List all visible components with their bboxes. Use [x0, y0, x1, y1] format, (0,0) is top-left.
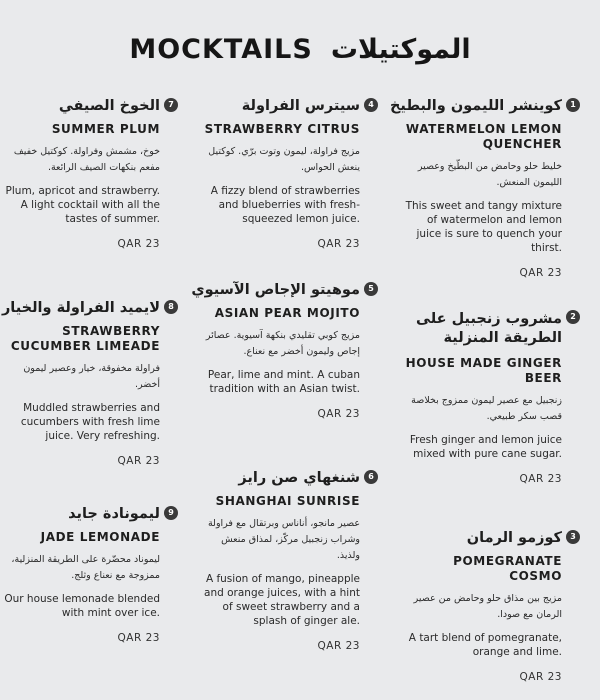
item-desc-ar: مزيج بين مذاق حلو وحامض من عصير الرمان مع صودا.	[413, 593, 562, 620]
item-price: QAR 23	[519, 671, 562, 683]
item-desc-ar: فراولة مخفوقة، خيار وعصير ليمون أخضر.	[23, 363, 160, 390]
item-name-ar: لايميد الفراولة والخيار	[1, 300, 160, 316]
page-title	[0, 34, 600, 65]
item-desc-ar: ليموناد محضّرة على الطريقة المنزلية، ممزوجة مع نعناع وثلج.	[11, 554, 160, 581]
item-desc-en: Fresh ginger and lemon juice mixed with pure cane sugar.	[409, 434, 562, 460]
title-en: MOCKTAILS	[129, 34, 313, 65]
menu-item-strawberry-citrus	[200, 98, 374, 250]
item-name-en: SHANGHAI SUNRISE	[215, 494, 360, 508]
item-name-ar: الخوخ الصيفي	[58, 98, 160, 114]
item-number-badge: 8	[164, 300, 178, 314]
menu-item-strawberry-cucumber-limeade	[0, 300, 174, 467]
menu-item-shanghai-sunrise	[200, 470, 374, 652]
item-price: QAR 23	[117, 632, 160, 644]
item-price: QAR 23	[519, 473, 562, 485]
item-number-badge: 7	[164, 98, 178, 112]
item-desc-ar: عصير مانجو، أناناس وبرتقال مع فراولة وشراب زنجبيل مركّز، لمذاق منعش ولذيذ.	[207, 518, 360, 561]
item-name-en: STRAWBERRY CUCUMBER LIMEADE	[10, 324, 160, 353]
item-name-ar: كوزمو الرمان	[466, 530, 562, 546]
item-number-badge: 6	[364, 470, 378, 484]
item-name-ar: مشروب زنجبيل على الطريقة المنزلية	[416, 311, 562, 346]
item-name-ar: كوينشر الليمون والبطيخ	[389, 98, 562, 114]
item-name-en: POMEGRANATE COSMO	[453, 554, 562, 583]
menu-item-summer-plum	[0, 98, 174, 250]
item-desc-en: Our house lemonade blended with mint over ice.	[4, 593, 160, 619]
item-price: QAR 23	[519, 267, 562, 279]
item-price: QAR 23	[317, 238, 360, 250]
menu-item-asian-pear-mojito	[191, 282, 374, 420]
menu-item-watermelon-lemon-quencher	[389, 98, 576, 279]
item-desc-ar: خليط حلو وحامض من البطّيخ وعصير الليمون المنعش.	[417, 161, 562, 188]
item-desc-ar: مزيج كوبي تقليدي بنكهة آسيوية. عصائر إجاص وليمون أخضر مع نعناع.	[205, 330, 360, 357]
item-number-badge: 4	[364, 98, 378, 112]
item-price: QAR 23	[117, 238, 160, 250]
item-desc-ar: زنجبيل مع عصير ليمون ممزوج بخلاصة قصب سكر طبيعي.	[411, 395, 562, 422]
item-desc-en: A fusion of mango, pineapple and orange juices, with a hint of sweet strawberry and a splash of ginger ale.	[204, 573, 360, 627]
item-desc-en: Pear, lime and mint. A cuban tradition with an Asian twist.	[207, 369, 360, 395]
menu-item-house-made-ginger-beer	[402, 310, 576, 485]
item-name-ar: موهيتو الإجاص الآسيوي	[191, 282, 360, 298]
item-desc-en: This sweet and tangy mixture of watermelon and lemon juice is sure to quench your thirst.	[405, 200, 562, 254]
item-name-en: SUMMER PLUM	[51, 122, 160, 136]
item-desc-ar: مزيج فراولة، ليمون وتوت برّي. كوكتيل ينعش الحواس.	[208, 146, 360, 173]
menu-item-pomegranate-cosmo	[402, 530, 576, 683]
item-desc-ar: خوخ، مشمش وفراولة. كوكتيل خفيف مفعم بنكهات الصيف الرائعة.	[13, 146, 160, 173]
item-name-en: WATERMELON LEMON QUENCHER	[405, 122, 562, 151]
item-number-badge: 2	[566, 310, 580, 324]
item-price: QAR 23	[317, 640, 360, 652]
item-name-ar: سيترس الفراولة	[241, 98, 360, 114]
item-name-ar: شنغهاي صن رايز	[238, 470, 360, 486]
item-number-badge: 1	[566, 98, 580, 112]
item-name-en: HOUSE MADE GINGER BEER	[405, 356, 562, 385]
item-number-badge: 5	[364, 282, 378, 296]
item-name-ar: ليمونادة جايد	[68, 506, 160, 522]
menu-item-jade-lemonade	[0, 506, 174, 644]
item-number-badge: 9	[164, 506, 178, 520]
item-name-en: JADE LEMONADE	[40, 530, 160, 544]
item-desc-en: A tart blend of pomegranate, orange and lime.	[408, 632, 562, 658]
item-number-badge: 3	[566, 530, 580, 544]
item-name-en: ASIAN PEAR MOJITO	[214, 306, 360, 320]
item-price: QAR 23	[317, 408, 360, 420]
title-ar: الموكتيلات	[330, 34, 471, 65]
item-desc-en: Muddled strawberries and cucumbers with fresh lime juice. Very refreshing.	[20, 402, 160, 442]
item-price: QAR 23	[117, 455, 160, 467]
item-desc-en: Plum, apricot and strawberry. A light cocktail with all the tastes of summer.	[5, 185, 160, 225]
item-name-en: STRAWBERRY CITRUS	[204, 122, 360, 136]
item-desc-en: A fizzy blend of strawberries and blueberries with fresh-squeezed lemon juice.	[210, 185, 360, 225]
